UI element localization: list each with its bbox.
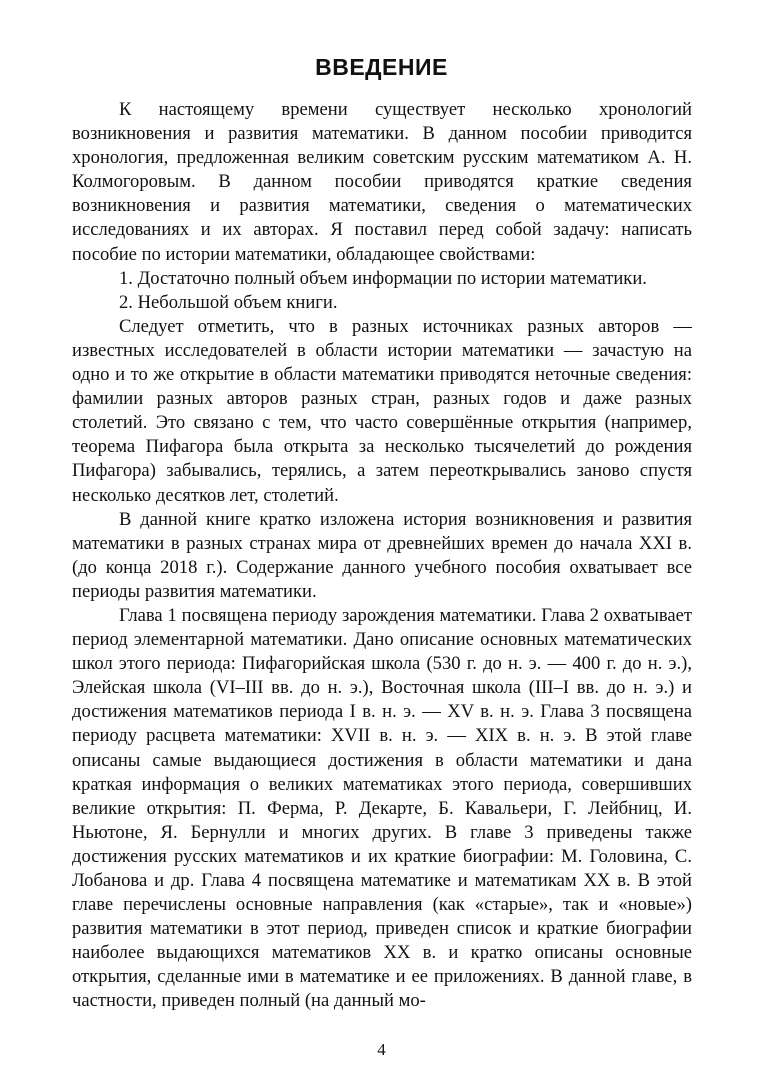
paragraph-intro: К настоящему времени существует несколько хронологий возникновения и развития математики. В данном пособии приводится хронология, предложенная великим советским русским математиком А. Н. Колмогоровым. В данном пособии приводятся краткие сведения возникновения и развития математики, сведения о математических исследованиях и их авторах. Я поставил перед собой задачу: написать пособие по истории математики, обладающее свойствами: [72, 99, 692, 265]
page-number: 4 [377, 1040, 386, 1059]
body-text [72, 98, 692, 1014]
paragraph-scope: В данной книге кратко изложена история возникновения и развития математики в разных странах мира от древнейших времен до начала XXI в. (до конца 2018 г.). Содержание данного учебного пособия охватывает все периоды развития математики. [72, 508, 692, 602]
paragraph-chapters: Глава 1 посвящена периоду зарождения математики. Глава 2 охватывает период элементарной математики. Дано описание основных математических школ этого периода: Пифагорийская школа (530 г. до н. э. — 400 г. до н. э.), Элейская школа (VI–III вв. до н. э.), Восточная школа (III–I вв. до н. э.) и достижения математиков периода I в. н. э. — XV в. н. э. Глава 3 посвящена периоду расцвета математики: XVII в. н. э. — XIX в. н. э. В этой главе описаны самые выдающиеся достижения в области математики и дана краткая информация о великих математиках этого периода, совершивших великие открытия: П. Ферма, Р. Декарте, Б. Кавальери, Г. Лейбниц, И. Ньютоне, Я. Бернулли и многих других. В главе 3 приведены также достижения русских математиков и их краткие биографии: М. Головина, С. Лобанова и др. Глава 4 посвящена математике и математикам XX в. В этой главе перечислены основные направления (как «старые», так и «новые») развития математики в этот период, приведен список и краткие биографии наиболее выдающихся математиков XX в. и кратко описаны основные открытия, сделанные ими в математике и ее приложениях. В данной главе, в частности, приведен полный (на данный мо- [72, 604, 692, 1012]
list-item-property-2: 2. Небольшой объем книги. [119, 291, 338, 313]
list-item-property-1: 1. Достаточно полный объем информации по истории математики. [119, 267, 647, 289]
paragraph-sources: Следует отметить, что в разных источниках разных авторов — известных исследователей в области истории математики — зачастую на одно и то же открытие в области математики приводятся неточные сведения: фамилии разных авторов разных стран, разных годов и даже разных столетий. Это связано с тем, что часто совершённые открытия (например, теорема Пифагора была открыта за несколько тысячелетий до рождения Пифагора) забывались, терялись, а затем переоткрывались заново спустя несколько десятков лет, столетий. [72, 315, 692, 506]
page-title: ВВЕДЕНИЕ [315, 54, 448, 80]
